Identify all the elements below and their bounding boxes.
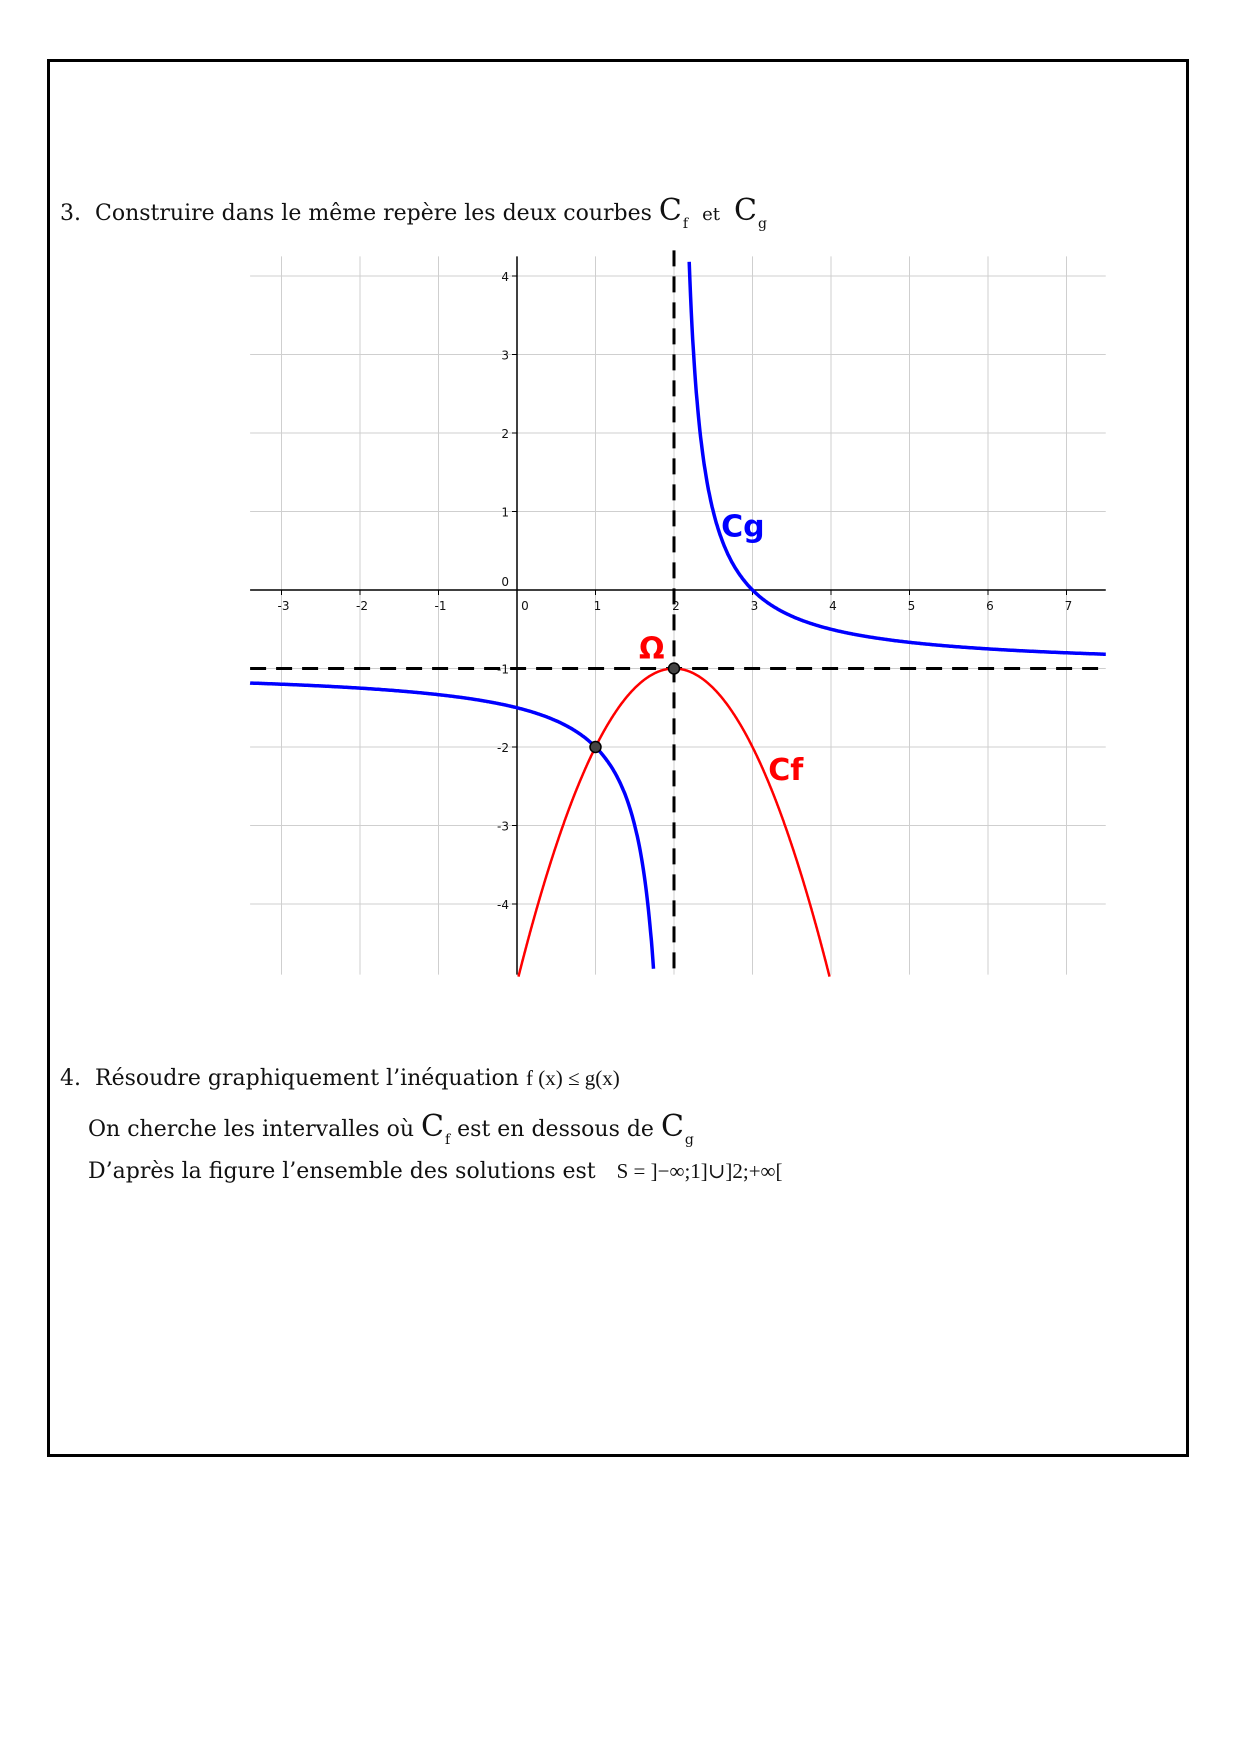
x-tick-label: 5 <box>907 599 916 613</box>
and-word: et <box>702 204 720 225</box>
x-tick-label: -1 <box>434 599 447 613</box>
answer-cf-letter: C <box>420 1109 444 1144</box>
y-tick-label: 1 <box>501 505 509 520</box>
inequation: f (x) ≤ g(x) <box>525 1066 620 1090</box>
question-4-number: 4. <box>60 1066 81 1091</box>
answer-line-1-a: On cherche les intervalles où <box>88 1117 414 1142</box>
x-tick-label: 2 <box>672 599 680 613</box>
curve-cg-label: Cg <box>721 509 765 545</box>
x-tick-label: 1 <box>593 599 602 613</box>
answer-line-2-text: D’après la figure l’ensemble des solutions est <box>88 1159 596 1184</box>
curve-cf-label: Cf <box>768 752 804 788</box>
curve-cf-sub: f <box>682 216 689 232</box>
y-tick-label: 2 <box>501 427 509 441</box>
x-tick-label: -2 <box>356 599 368 613</box>
question-3-number: 3. <box>60 201 81 226</box>
question-4-text: Résoudre graphiquement l’inéquation <box>95 1066 519 1091</box>
curve-cg-right-branch <box>689 262 1106 654</box>
x-tick-label: 4 <box>829 599 837 613</box>
answer-line-1-b: est en dessous de <box>457 1117 654 1142</box>
y-tick-label: -4 <box>497 898 509 912</box>
curve-cg-sub: g <box>757 216 767 232</box>
curve-cg-letter: C <box>733 193 757 228</box>
intersection-point <box>590 742 601 753</box>
answer-cg-letter: C <box>660 1109 684 1144</box>
solution-set: S = ]−∞;1]∪]2;+∞[ <box>616 1159 783 1183</box>
x-tick-label: 0 <box>521 599 529 613</box>
question-3-text: Construire dans le même repère les deux courbes <box>95 201 652 226</box>
x-tick-label: 7 <box>1064 599 1073 613</box>
answer-cf-sub: f <box>444 1132 451 1148</box>
y-tick-label: 4 <box>501 270 509 284</box>
x-tick-label: 6 <box>986 599 994 613</box>
y-tick-label: 3 <box>501 348 509 363</box>
x-tick-label: -3 <box>277 599 290 613</box>
y-tick-label: -2 <box>497 741 509 755</box>
point-omega-label: Ω <box>639 631 665 667</box>
answer-line-1 <box>88 1109 694 1148</box>
curve-cf-letter: C <box>658 193 682 228</box>
question-4 <box>60 1068 620 1090</box>
answer-line-2 <box>88 1161 783 1183</box>
y-tick-label: 0 <box>501 575 509 589</box>
answer-cg-sub: g <box>684 1132 694 1148</box>
intersection-point <box>669 663 680 674</box>
y-tick-label: -3 <box>497 819 509 834</box>
x-tick-label: 3 <box>750 599 759 613</box>
y-tick-label: -1 <box>497 662 509 677</box>
